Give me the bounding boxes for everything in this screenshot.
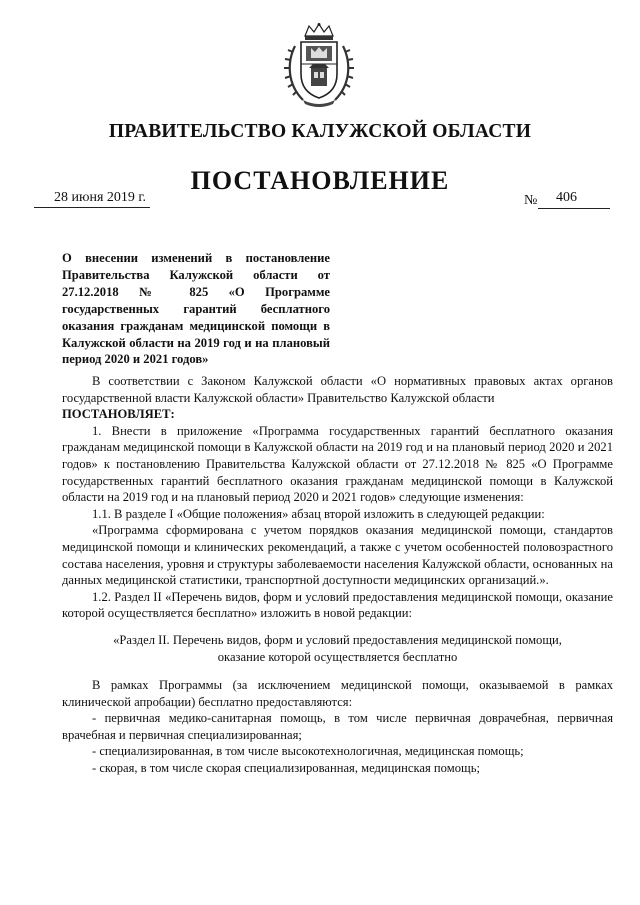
section-title-line-2: оказание которой осуществляется бесплатно [217,649,458,664]
intro-paragraph: В соответствии с Законом Калужской области «О нормативных правовых актах органов государственной власти Калужской области» Правительство Калужской области [62,374,613,405]
resolves-heading: ПОСТАНОВЛЯЕТ: [62,407,175,422]
document-body [62,373,613,777]
government-name: ПРАВИТЕЛЬСТВО КАЛУЖСКОЙ ОБЛАСТИ [108,121,532,142]
number-label: № [524,193,538,208]
document-subject: О внесении изменений в постановление Правительства Калужской области от 27.12.2018 № 825 «О Программе государственных гарантий бесплатного оказания гражданам медицинской помощи в Калужской области на 2019 год и на плановый период 2020 и 2021 годов» [62,251,330,367]
kaluga-region-coat-of-arms-icon [283,22,355,108]
bullet-specialized-care: - специализированная, в том числе высокотехнологичная, медицинская помощь; [92,744,524,759]
section-title-line-1: «Раздел II. Перечень видов, форм и условий предоставления медицинской помощи, [113,632,562,647]
document-type-title: ПОСТАНОВЛЕНИЕ [190,166,450,195]
document-date: 28 июня 2019 г. [54,190,147,205]
item-1: 1. Внести в приложение «Программа государственных гарантий бесплатного оказания гражданам медицинской помощи в Калужской области на 2019 год и на плановый период 2020 и 2021 годов» к постановлению Правительства Калужской области от 27.12.2018 № 825 «О Программе государственных гарантий бесплатного оказания гражданам медицинской помощи в Калужской области на 2019 год и на плановый период 2020 и 2021 годов» следующие изменения: [62,423,613,505]
document-number: 406 [556,190,577,205]
number-underline [538,208,610,209]
date-underline [34,207,150,208]
item-1-2: 1.2. Раздел II «Перечень видов, форм и условий предоставления медицинской помощи, оказание которой осуществляется бесплатно» изложить в новой редакции: [62,589,613,621]
bullet-primary-care: - первичная медико-санитарная помощь, в том числе первичная доврачебная, первичная врачебная и первичная специализированная; [62,711,613,742]
item-1-1: 1.1. В разделе I «Общие положения» абзац второй изложить в следующей редакции: [92,506,545,521]
quote-paragraph: «Программа сформирована с учетом порядков оказания медицинской помощи, стандартов медицинской помощи и клинических рекомендаций, а также с учетом особенностей половозрастного состава населения, уровня и структуры заболеваемости населения Калужской области, основанных на данных медицинской статистики, транспортной доступности медицинских организаций.». [62,523,613,588]
program-paragraph: В рамках Программы (за исключением медицинской помощи, оказываемой в рамках клинической апробации) бесплатно предоставляются: [62,678,613,709]
bullet-emergency-care: - скорая, в том числе скорая специализированная, медицинская помощь; [92,761,480,776]
